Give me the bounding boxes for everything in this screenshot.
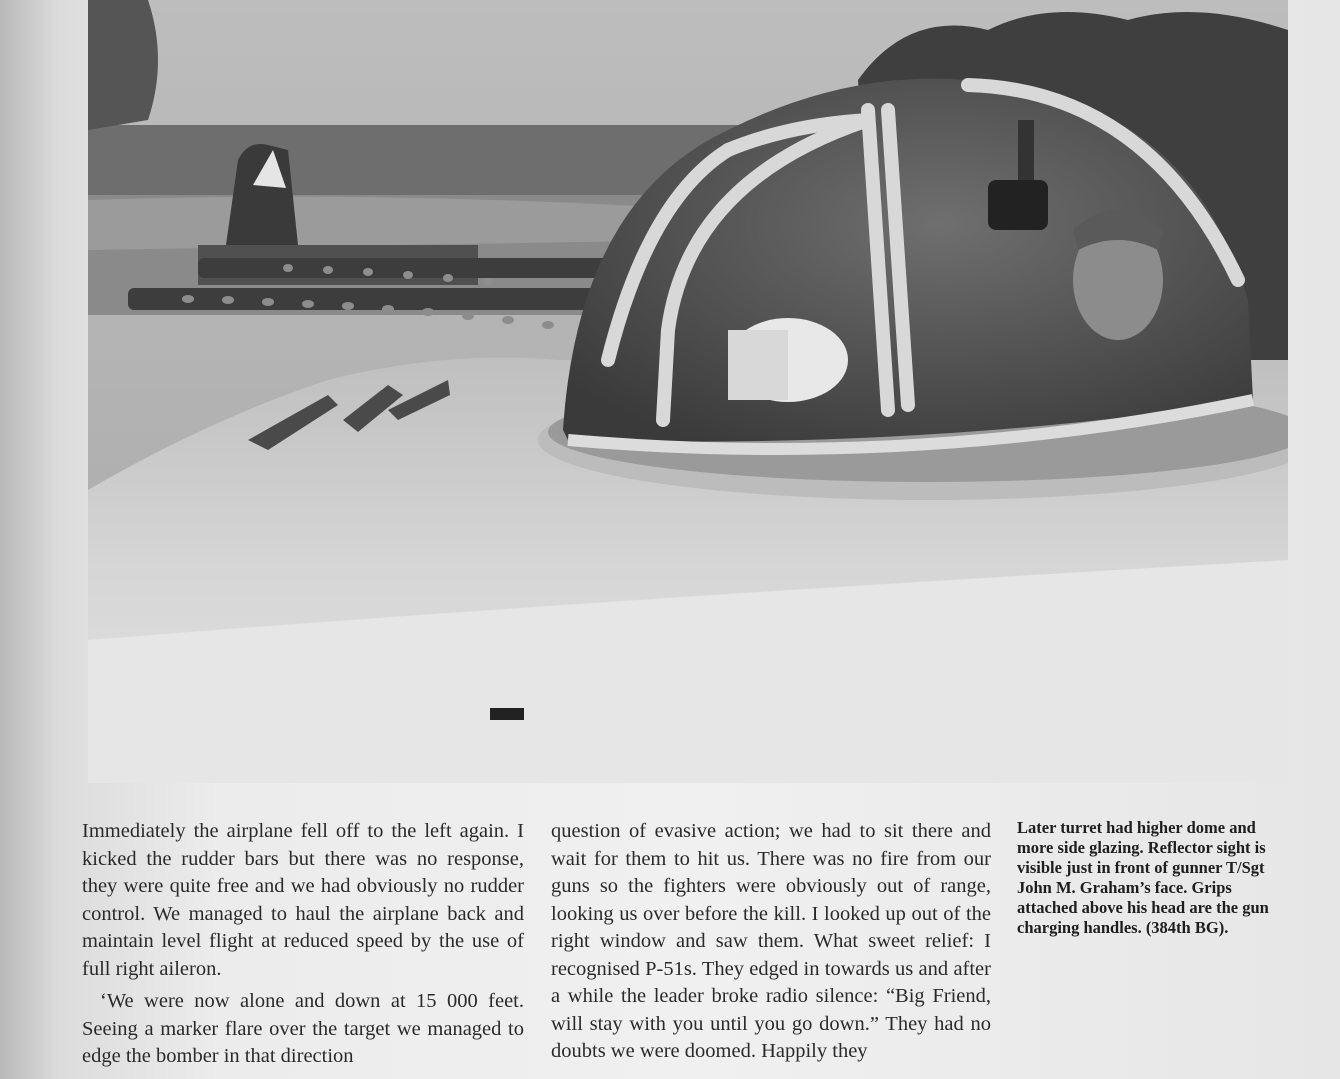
body-text-column-1 [82, 818, 524, 1076]
bomber-top-turret-photo [88, 0, 1288, 783]
paragraph: Immediately the airplane fell off to the left again. I kicked the rudder bars but there was no response, they were quite free and we had obviously no rudder control. We managed to haul the airplane back and maintain level flight at reduced speed by the use of full right aileron. [82, 820, 524, 980]
photo-caption: Later turret had higher dome and more side glazing. Reflector sight is visible just in front of gunner T/Sgt John M. Graham’s face. Grips attached above his head are the gun charging handles. (384th BG). [1017, 818, 1269, 937]
aircraft-turret-photo [88, 0, 1288, 783]
paragraph: ‘We were now alone and down at 15 000 feet. Seeing a marker flare over the target we managed to edge the bomber in that direction [82, 990, 524, 1067]
paragraph: question of evasive action; we had to sit there and wait for them to hit us. There was no fire from our guns so the fighters were obviously out of range, looking us over before the kill. I looked up out of the right window and saw them. What sweet relief: I recognised P-51s. They edged in towards us and after a while the leader broke radio silence: “Big Friend, will stay with you until you go down.” They had no doubts we were doomed. Happily they [551, 820, 991, 1062]
body-text-column-2 [551, 818, 991, 1071]
